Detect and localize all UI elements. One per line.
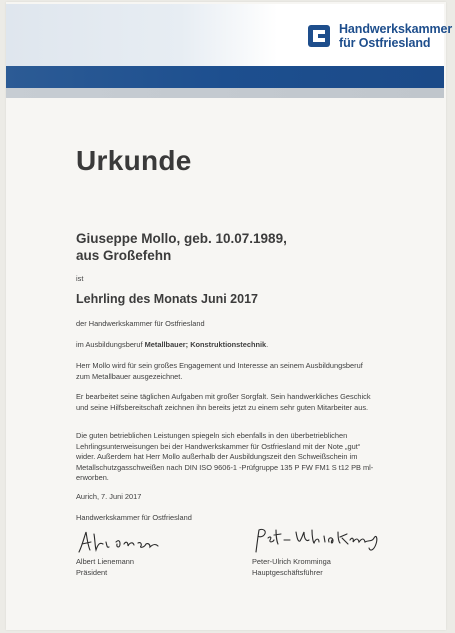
profession-line: [76, 340, 268, 351]
paragraph-2: [76, 392, 376, 413]
chamber-line: der Handwerkskammer für Ostfriesland: [76, 319, 205, 328]
handwerkskammer-logo-icon: [308, 25, 330, 47]
signatory-right-name: Peter-Ulrich Kromminga: [252, 557, 331, 566]
place-date: Aurich, 7. Juni 2017: [76, 492, 142, 501]
signatory-left-name: Albert Lienemann: [76, 557, 134, 566]
profession-suffix: .: [266, 340, 269, 349]
recipient-name-line: Giuseppe Mollo, geb. 10.07.1989,: [76, 231, 287, 246]
brand-line-1: Handwerkskammer: [339, 22, 453, 36]
paragraph-3: [76, 431, 376, 484]
signature-right-icon: [252, 524, 387, 558]
signature-left-icon: [76, 528, 168, 558]
signatory-right: [252, 556, 331, 578]
award-title: Lehrling des Monats Juni 2017: [76, 292, 258, 306]
header-grey-stripe: [6, 88, 444, 98]
signatory-right-role: Hauptgeschäftsführer: [252, 568, 323, 577]
issuer: Handwerkskammer für Ostfriesland: [76, 513, 192, 522]
paragraph-2-text: Er bearbeitet seine täglichen Aufgaben mit großer Sorgfalt. Sein handwerkliches Geschick und seine Hilfsbereitschaft zeichnen ihn bereits jetzt zu einem sehr guten Mitarbeiter aus.: [76, 392, 371, 412]
paragraph-1: [76, 361, 376, 382]
paragraph-3-text: Die guten betrieblichen Leistungen spiegeln sich ebenfalls in den überbetrieblichen Lehrlingsunterweisungen bei der Handwerkskammer für Ostfriesland mit der Note „gut“ wider. Außerdem hat Herr Mollo außerhalb der Ausbildungszeit den Schweißschein im Metallschutzgasschweißen nach DIN ISO 9606-1 -Prüfgruppe 135 P FW FM1 S t12 PB ml-erworben.: [76, 431, 374, 482]
profession-name: Metallbauer; Konstruktionstechnik: [144, 340, 267, 349]
brand-name: [339, 22, 452, 50]
recipient: [76, 230, 287, 264]
profession-prefix: im Ausbildungsberuf: [76, 340, 145, 349]
signatory-left: [76, 556, 134, 578]
recipient-origin-line: aus Großefehn: [76, 248, 172, 263]
brand-line-2: für Ostfriesland: [339, 36, 431, 50]
header-blue-stripe: [6, 66, 444, 88]
document-title: Urkunde: [76, 145, 192, 176]
paragraph-1-text: Herr Mollo wird für sein großes Engagement und Interesse an seinem Ausbildungsberuf zum Metallbauer ausgezeichnet.: [76, 361, 363, 381]
connector-text: ist: [76, 274, 84, 283]
signatory-left-role: Präsident: [76, 568, 108, 577]
